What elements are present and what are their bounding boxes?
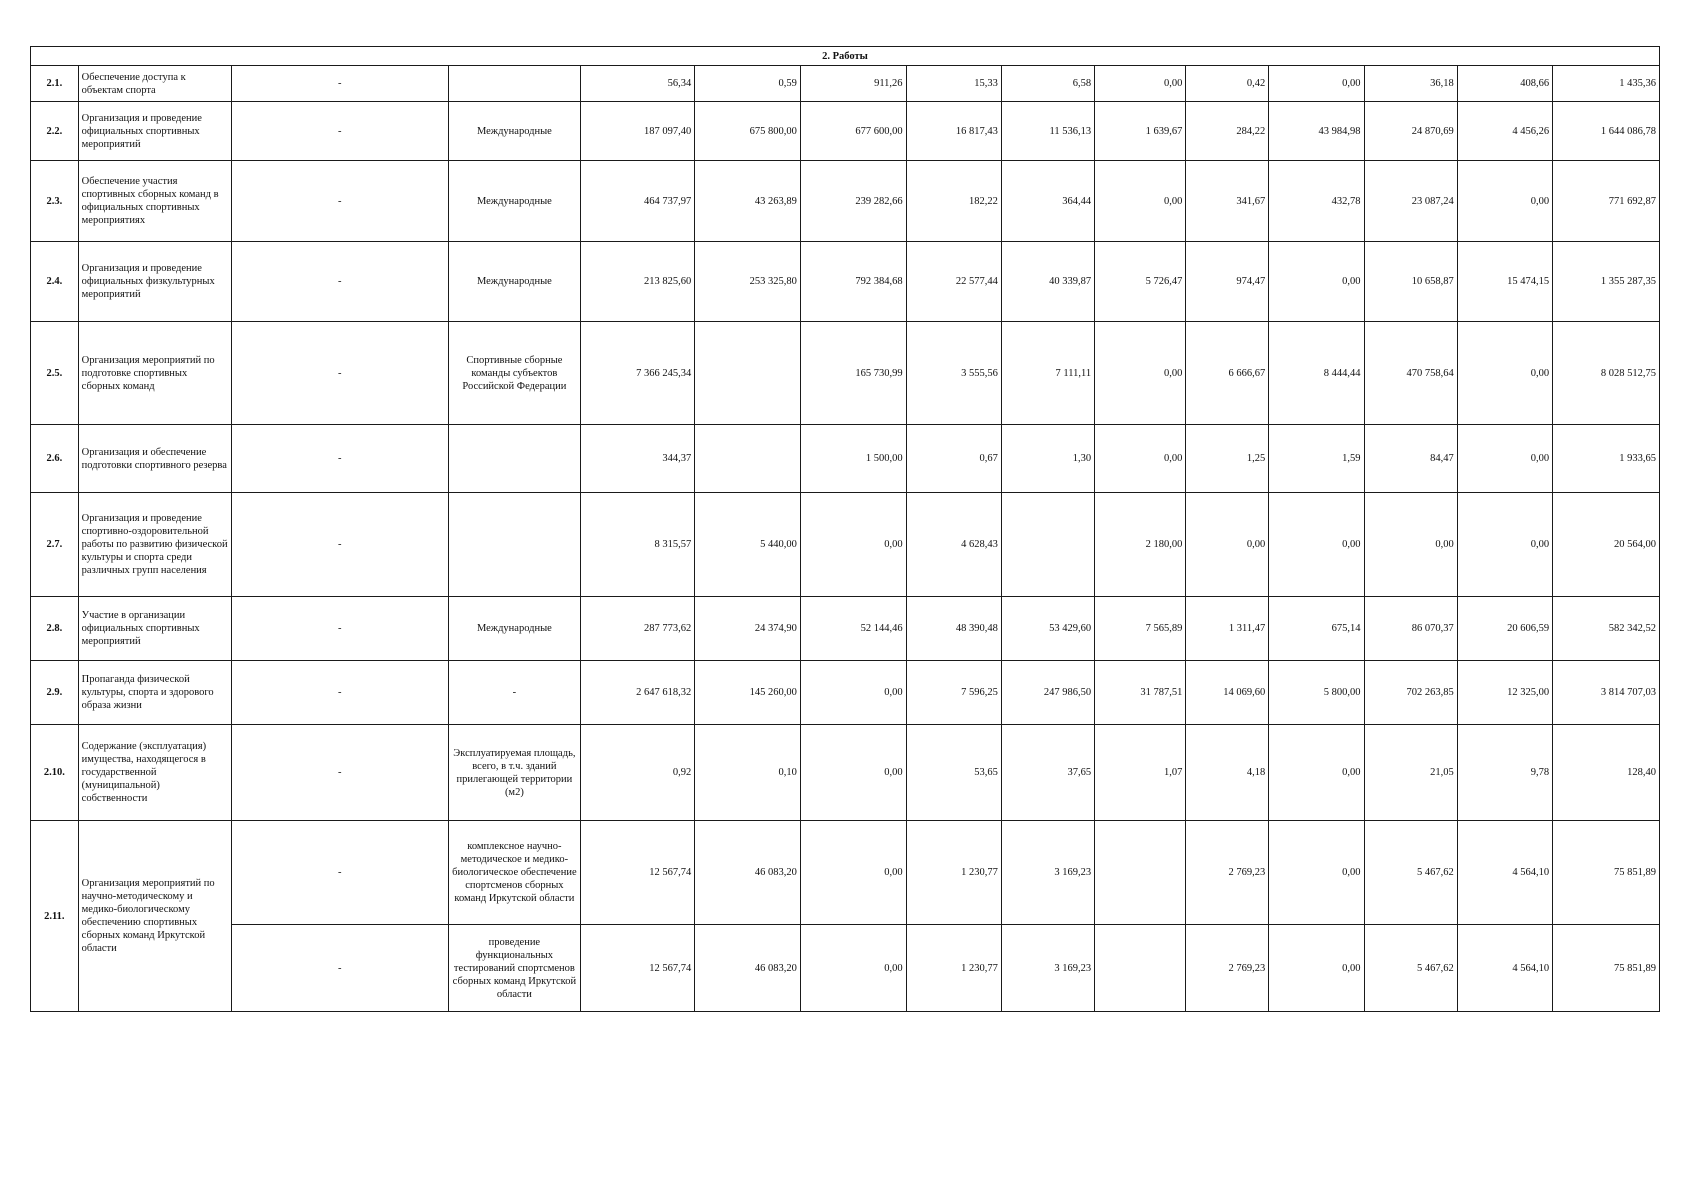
value-cell: 43 263,89 — [695, 161, 801, 242]
value-cell: 0,92 — [581, 725, 695, 821]
value-cell — [1095, 821, 1186, 925]
value-cell: 911,26 — [800, 66, 906, 102]
value-cell: 1 230,77 — [906, 821, 1001, 925]
works-table — [30, 46, 1660, 1012]
row-number: 2.3. — [31, 161, 79, 242]
value-cell: 4,18 — [1186, 725, 1269, 821]
value-cell: 5 467,62 — [1364, 821, 1457, 925]
value-cell: 0,00 — [1457, 161, 1552, 242]
value-cell: 6,58 — [1001, 66, 1094, 102]
value-cell: 15,33 — [906, 66, 1001, 102]
value-cell: 0,00 — [1457, 322, 1552, 425]
value-cell: 4 456,26 — [1457, 102, 1552, 161]
row-code: - — [232, 725, 449, 821]
value-cell: 4 564,10 — [1457, 925, 1552, 1012]
value-cell: 7 596,25 — [906, 661, 1001, 725]
row-name: Организация и проведение официальных спортивных мероприятий — [78, 102, 231, 161]
value-cell: 75 851,89 — [1553, 821, 1660, 925]
row-number: 2.1. — [31, 66, 79, 102]
row-name: Пропаганда физической культуры, спорта и здорового образа жизни — [78, 661, 231, 725]
row-name: Участие в организации официальных спортивных мероприятий — [78, 597, 231, 661]
table-row — [31, 725, 1660, 821]
value-cell: 12 567,74 — [581, 821, 695, 925]
table-row — [31, 597, 1660, 661]
row-code: - — [232, 597, 449, 661]
row-name: Организация и проведение спортивно-оздоровительной работы по развитию физической культуры и спорта среди различных групп населения — [78, 493, 231, 597]
value-cell: 0,00 — [800, 821, 906, 925]
row-description: проведение функциональных тестирований спортсменов сборных команд Иркутской области — [448, 925, 581, 1012]
value-cell: 56,34 — [581, 66, 695, 102]
value-cell: 702 263,85 — [1364, 661, 1457, 725]
value-cell: 7 366 245,34 — [581, 322, 695, 425]
value-cell: 53 429,60 — [1001, 597, 1094, 661]
value-cell: 0,00 — [800, 925, 906, 1012]
value-cell: 53,65 — [906, 725, 1001, 821]
value-cell: 408,66 — [1457, 66, 1552, 102]
value-cell: 8 444,44 — [1269, 322, 1364, 425]
value-cell: 5 726,47 — [1095, 242, 1186, 322]
value-cell: 31 787,51 — [1095, 661, 1186, 725]
value-cell: 20 606,59 — [1457, 597, 1552, 661]
value-cell: 432,78 — [1269, 161, 1364, 242]
value-cell: 364,44 — [1001, 161, 1094, 242]
row-name: Обеспечение участия спортивных сборных команд в официальных спортивных мероприятиях — [78, 161, 231, 242]
row-code: - — [232, 425, 449, 493]
row-number: 2.6. — [31, 425, 79, 493]
table-row — [31, 66, 1660, 102]
row-description: Международные — [448, 242, 581, 322]
value-cell: 0,00 — [1269, 925, 1364, 1012]
value-cell: 11 536,13 — [1001, 102, 1094, 161]
row-name: Организация и обеспечение подготовки спортивного резерва — [78, 425, 231, 493]
value-cell: 0,00 — [1186, 493, 1269, 597]
table-row — [31, 493, 1660, 597]
row-number: 2.11. — [31, 821, 79, 1012]
value-cell: 213 825,60 — [581, 242, 695, 322]
value-cell: 182,22 — [906, 161, 1001, 242]
value-cell: 247 986,50 — [1001, 661, 1094, 725]
value-cell: 20 564,00 — [1553, 493, 1660, 597]
value-cell: 21,05 — [1364, 725, 1457, 821]
value-cell: 5 440,00 — [695, 493, 801, 597]
row-name: Организация мероприятий по научно-методическому и медико-биологическому обеспечению спортивных сборных команд Иркутской области — [78, 821, 231, 1012]
value-cell: 0,00 — [1269, 725, 1364, 821]
value-cell: 75 851,89 — [1553, 925, 1660, 1012]
value-cell: 145 260,00 — [695, 661, 801, 725]
value-cell: 22 577,44 — [906, 242, 1001, 322]
value-cell: 8 028 512,75 — [1553, 322, 1660, 425]
row-code: - — [232, 322, 449, 425]
value-cell: 3 169,23 — [1001, 925, 1094, 1012]
row-description — [448, 425, 581, 493]
table-row — [31, 661, 1660, 725]
value-cell: 239 282,66 — [800, 161, 906, 242]
value-cell: 341,67 — [1186, 161, 1269, 242]
section-header-row — [31, 47, 1660, 66]
value-cell: 187 097,40 — [581, 102, 695, 161]
value-cell: 46 083,20 — [695, 925, 801, 1012]
value-cell — [1095, 925, 1186, 1012]
value-cell: 0,59 — [695, 66, 801, 102]
row-description: Спортивные сборные команды субъектов Российской Федерации — [448, 322, 581, 425]
value-cell: 48 390,48 — [906, 597, 1001, 661]
value-cell: 1 639,67 — [1095, 102, 1186, 161]
value-cell: 24 870,69 — [1364, 102, 1457, 161]
value-cell: 9,78 — [1457, 725, 1552, 821]
value-cell: 0,00 — [1269, 493, 1364, 597]
value-cell: 0,00 — [1269, 242, 1364, 322]
row-name: Обеспечение доступа к объектам спорта — [78, 66, 231, 102]
value-cell: 0,00 — [1095, 322, 1186, 425]
row-description: Международные — [448, 597, 581, 661]
value-cell: 84,47 — [1364, 425, 1457, 493]
row-description: - — [448, 661, 581, 725]
value-cell: 0,00 — [1457, 425, 1552, 493]
value-cell: 0,10 — [695, 725, 801, 821]
row-number: 2.9. — [31, 661, 79, 725]
value-cell: 0,00 — [1364, 493, 1457, 597]
table-row — [31, 242, 1660, 322]
row-code: - — [232, 242, 449, 322]
value-cell: 974,47 — [1186, 242, 1269, 322]
value-cell: 4 564,10 — [1457, 821, 1552, 925]
budget-table-sheet — [30, 46, 1660, 1012]
value-cell: 14 069,60 — [1186, 661, 1269, 725]
row-name: Организация и проведение официальных физкультурных мероприятий — [78, 242, 231, 322]
table-row — [31, 425, 1660, 493]
value-cell: 1 933,65 — [1553, 425, 1660, 493]
value-cell: 1 500,00 — [800, 425, 906, 493]
value-cell: 2 769,23 — [1186, 925, 1269, 1012]
value-cell: 0,00 — [1269, 66, 1364, 102]
value-cell: 0,00 — [1095, 425, 1186, 493]
value-cell: 3 169,23 — [1001, 821, 1094, 925]
value-cell: 7 111,11 — [1001, 322, 1094, 425]
value-cell — [695, 322, 801, 425]
value-cell: 1,07 — [1095, 725, 1186, 821]
value-cell: 165 730,99 — [800, 322, 906, 425]
value-cell: 582 342,52 — [1553, 597, 1660, 661]
value-cell — [1001, 493, 1094, 597]
row-number: 2.5. — [31, 322, 79, 425]
table-row — [31, 821, 1660, 925]
value-cell: 7 565,89 — [1095, 597, 1186, 661]
row-code: - — [232, 661, 449, 725]
value-cell: 675 800,00 — [695, 102, 801, 161]
value-cell — [695, 425, 801, 493]
value-cell: 6 666,67 — [1186, 322, 1269, 425]
table-row — [31, 925, 1660, 1012]
value-cell: 2 647 618,32 — [581, 661, 695, 725]
row-code: - — [232, 925, 449, 1012]
value-cell: 43 984,98 — [1269, 102, 1364, 161]
value-cell: 0,00 — [1457, 493, 1552, 597]
row-description: Международные — [448, 161, 581, 242]
table-row — [31, 102, 1660, 161]
row-number: 2.2. — [31, 102, 79, 161]
value-cell: 792 384,68 — [800, 242, 906, 322]
value-cell: 677 600,00 — [800, 102, 906, 161]
value-cell: 2 769,23 — [1186, 821, 1269, 925]
value-cell: 0,42 — [1186, 66, 1269, 102]
value-cell: 16 817,43 — [906, 102, 1001, 161]
row-code: - — [232, 161, 449, 242]
row-code: - — [232, 493, 449, 597]
value-cell: 284,22 — [1186, 102, 1269, 161]
value-cell: 1 435,36 — [1553, 66, 1660, 102]
row-number: 2.10. — [31, 725, 79, 821]
row-description: комплексное научно-методическое и медико-биологическое обеспечение спортсменов сборных команд Иркутской области — [448, 821, 581, 925]
value-cell: 1 644 086,78 — [1553, 102, 1660, 161]
row-number: 2.7. — [31, 493, 79, 597]
row-name: Содержание (эксплуатация) имущества, находящегося в государственной (муниципальной) собственности — [78, 725, 231, 821]
table-row — [31, 322, 1660, 425]
value-cell: 344,37 — [581, 425, 695, 493]
row-description — [448, 493, 581, 597]
value-cell: 10 658,87 — [1364, 242, 1457, 322]
row-name: Организация мероприятий по подготовке спортивных сборных команд — [78, 322, 231, 425]
value-cell: 5 800,00 — [1269, 661, 1364, 725]
value-cell: 2 180,00 — [1095, 493, 1186, 597]
value-cell: 0,00 — [1095, 66, 1186, 102]
value-cell: 3 814 707,03 — [1553, 661, 1660, 725]
row-code: - — [232, 66, 449, 102]
row-code: - — [232, 102, 449, 161]
value-cell: 0,00 — [800, 493, 906, 597]
table-row — [31, 161, 1660, 242]
value-cell: 23 087,24 — [1364, 161, 1457, 242]
value-cell: 4 628,43 — [906, 493, 1001, 597]
section-title: 2. Работы — [31, 47, 1660, 66]
value-cell: 675,14 — [1269, 597, 1364, 661]
value-cell: 0,00 — [800, 725, 906, 821]
value-cell: 24 374,90 — [695, 597, 801, 661]
value-cell: 287 773,62 — [581, 597, 695, 661]
value-cell: 253 325,80 — [695, 242, 801, 322]
row-number: 2.4. — [31, 242, 79, 322]
value-cell: 128,40 — [1553, 725, 1660, 821]
value-cell: 36,18 — [1364, 66, 1457, 102]
value-cell: 8 315,57 — [581, 493, 695, 597]
value-cell: 1,25 — [1186, 425, 1269, 493]
value-cell: 1,30 — [1001, 425, 1094, 493]
row-description — [448, 66, 581, 102]
value-cell: 52 144,46 — [800, 597, 906, 661]
value-cell: 1 230,77 — [906, 925, 1001, 1012]
value-cell: 15 474,15 — [1457, 242, 1552, 322]
value-cell: 0,67 — [906, 425, 1001, 493]
value-cell: 0,00 — [1269, 821, 1364, 925]
row-description: Эксплуатируемая площадь, всего, в т.ч. зданий прилегающей территории (м2) — [448, 725, 581, 821]
value-cell: 1,59 — [1269, 425, 1364, 493]
value-cell: 0,00 — [1095, 161, 1186, 242]
value-cell: 1 355 287,35 — [1553, 242, 1660, 322]
value-cell: 3 555,56 — [906, 322, 1001, 425]
value-cell: 12 325,00 — [1457, 661, 1552, 725]
value-cell: 86 070,37 — [1364, 597, 1457, 661]
row-description: Международные — [448, 102, 581, 161]
value-cell: 37,65 — [1001, 725, 1094, 821]
row-code: - — [232, 821, 449, 925]
value-cell: 470 758,64 — [1364, 322, 1457, 425]
value-cell: 46 083,20 — [695, 821, 801, 925]
value-cell: 40 339,87 — [1001, 242, 1094, 322]
value-cell: 771 692,87 — [1553, 161, 1660, 242]
value-cell: 5 467,62 — [1364, 925, 1457, 1012]
value-cell: 0,00 — [800, 661, 906, 725]
value-cell: 12 567,74 — [581, 925, 695, 1012]
value-cell: 1 311,47 — [1186, 597, 1269, 661]
row-number: 2.8. — [31, 597, 79, 661]
value-cell: 464 737,97 — [581, 161, 695, 242]
